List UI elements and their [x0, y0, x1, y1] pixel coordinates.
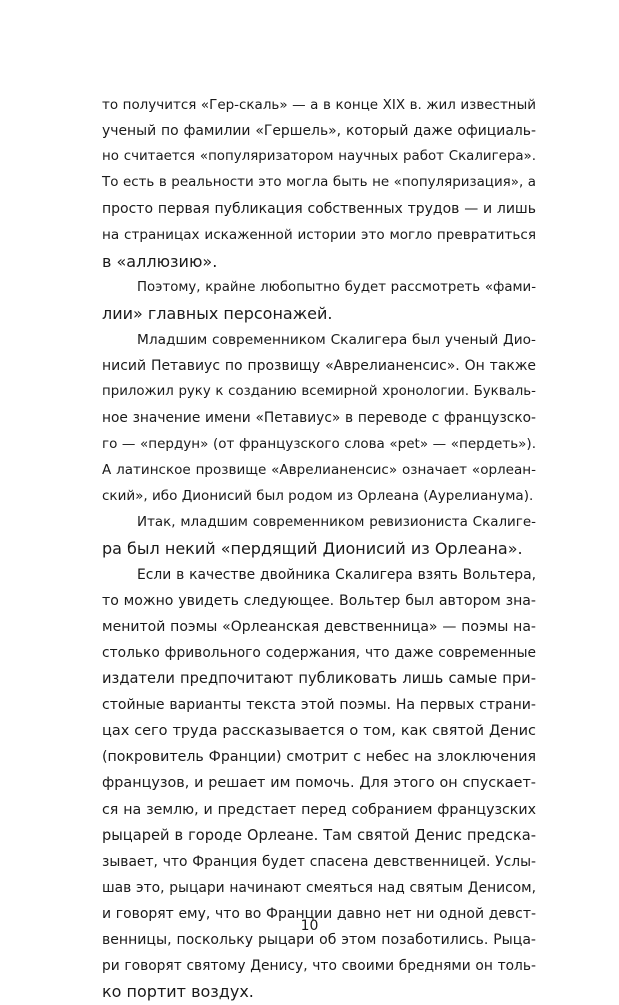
- text-line: просто первая публикация собственных трудов — и лишь: [102, 201, 536, 218]
- text-line: А латинское прозвище «Аврелианенсис» означает «орлеан-: [102, 462, 536, 479]
- text-line: то можно увидеть следующее. Вольтер был автором зна-: [102, 592, 536, 609]
- text-line: лии» главных персонажей.: [102, 303, 333, 323]
- text-line: французов, и решает им помочь. Для этого он спускает-: [102, 775, 536, 792]
- text-line: шав это, рыцари начинают смеяться над святым Денисом,: [102, 879, 536, 896]
- text-line: ра был некий «пердящий Дионисий из Орлеана».: [102, 538, 523, 558]
- text-line: но считается «популяризатором научных работ Скалигера».: [102, 149, 536, 165]
- text-line: ри говорят святому Денису, что своими бреднями он толь-: [102, 958, 536, 975]
- paragraph-first-line: Итак, младшим современником ревизиониста Скалиге-: [137, 514, 536, 530]
- text-line: ученый по фамилии «Гершель», который даже официаль-: [102, 123, 536, 140]
- text-line: венницы, поскольку рыцари об этом позаботились. Рыца-: [102, 932, 536, 948]
- text-line: в «аллюзию».: [102, 251, 218, 271]
- text-line: го — «пердун» (от французского слова «pet» — «пердеть»).: [102, 436, 536, 453]
- text-line: ся на землю, и предстает перед собранием французских: [102, 801, 536, 818]
- text-line: (покровитель Франции) смотрит с небес на злоключения: [102, 749, 536, 766]
- text-line: и говорят ему, что во Франции давно нет ни одной девст-: [102, 905, 536, 922]
- text-line: издатели предпочитают публиковать лишь самые при-: [102, 670, 536, 688]
- text-line: ное значение имени «Петавиус» в переводе с французско-: [102, 410, 536, 427]
- text-line: ко портит воздух.: [102, 982, 254, 1002]
- text-line: ский», ибо Дионисий был родом из Орлеана (Аурелианума).: [102, 488, 534, 505]
- text-line: на страницах искаженной истории это могло превратиться: [102, 227, 536, 244]
- text-line: рыцарей в городе Орлеане. Там святой Денис предска-: [102, 826, 536, 844]
- paragraph-first-line: Поэтому, крайне любопытно будет рассмотреть «фами-: [137, 279, 536, 295]
- paragraph-first-line: Младшим современником Скалигера был ученый Дио-: [137, 331, 536, 348]
- paragraph-first-line: Если в качестве двойника Скалигера взять Вольтера,: [137, 566, 536, 583]
- text-line: цах сего труда рассказывается о том, как святой Денис: [102, 723, 536, 740]
- text-line: стойные варианты текста этой поэмы. На первых страни-: [102, 697, 536, 714]
- text-line: столько фривольного содержания, что даже современные: [102, 644, 536, 661]
- text-line: зывает, что Франция будет спасена девственницей. Услы-: [102, 853, 536, 870]
- text-line: то получится «Гер-скаль» — а в конце XIX в. жил известный: [102, 97, 536, 113]
- text-line: нисий Петавиус по прозвищу «Аврелианенсис». Он также: [102, 357, 536, 374]
- text-line: приложил руку к созданию всемирной хронологии. Букваль-: [102, 384, 536, 400]
- body-text: [102, 92, 536, 1005]
- page-number: 10: [300, 918, 319, 934]
- text-line: менитой поэмы «Орлеанская девственница» — поэмы на-: [102, 618, 536, 635]
- text-line: То есть в реальности это могла быть не «популяризация», а: [102, 175, 536, 191]
